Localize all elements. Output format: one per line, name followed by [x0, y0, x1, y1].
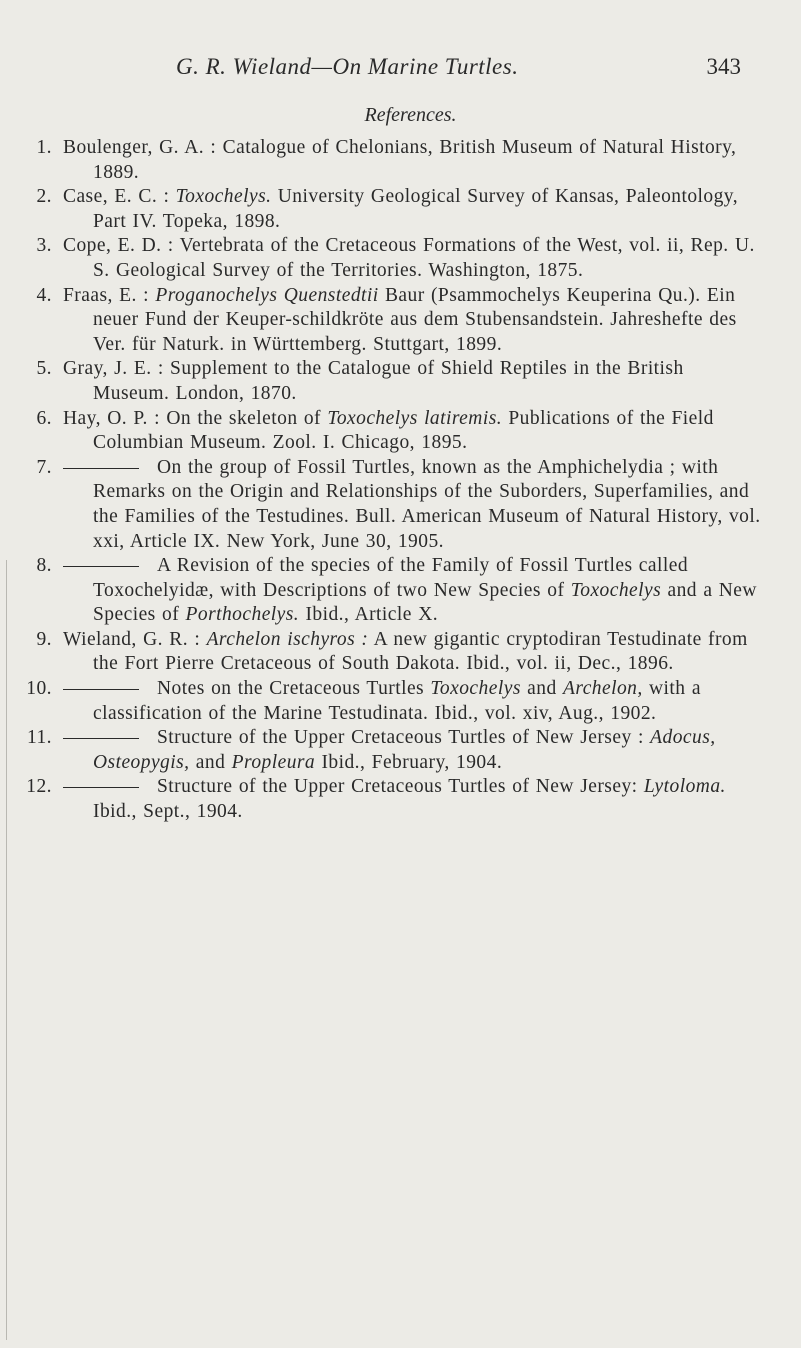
reference-text: Baur (Psammochelys Keuperina Qu.). Ein neuer Fund der Keuper-schildkröte aus dem Stubensandstein. Jahreshefte des Ver. für Naturk. in Württemberg. Stuttgart, 1899. — [93, 284, 737, 355]
reference-italic-text: Porthochelys. — [185, 604, 300, 626]
reference-text: Ibid., February, 1904. — [315, 751, 503, 773]
page-number: 343 — [706, 54, 741, 79]
reference-text: and — [520, 678, 564, 700]
reference-text: Cope, E. D. : Vertebrata of the Cretaceous Formations of the West, vol. ii, Rep. U. S. Geological Survey of the Territories. Washington, 1875. — [63, 235, 755, 281]
ditto-dash — [63, 468, 139, 469]
reference-text: Structure of the Upper Cretaceous Turtles of New Jersey: — [157, 776, 644, 798]
reference-list — [0, 136, 801, 825]
reference-italic-text: Archelon, — [563, 678, 643, 700]
reference-number: 3. — [36, 235, 52, 257]
reference-text: Fraas, E. : — [63, 284, 156, 306]
reference-item — [0, 407, 801, 456]
reference-italic-text: Toxochelys — [570, 579, 662, 601]
reference-text: University Geological Survey of Kansas, Paleontology, Part IV. Topeka, 1898. — [93, 186, 739, 232]
reference-item — [0, 677, 801, 726]
reference-text: Wieland, G. R. : — [63, 628, 207, 650]
reference-item — [0, 456, 801, 554]
reference-item — [0, 775, 801, 824]
reference-italic-text: Toxochelys latiremis. — [327, 407, 503, 429]
section-title: References. — [364, 104, 457, 126]
reference-item — [0, 554, 801, 628]
reference-text: Hay, O. P. : On the skeleton of — [63, 407, 328, 429]
reference-number: 9. — [36, 628, 52, 650]
running-head-title: G. R. Wieland—On Marine Turtles. — [176, 54, 519, 79]
reference-number: 11. — [26, 727, 52, 749]
reference-item — [0, 726, 801, 775]
reference-item — [0, 185, 801, 234]
reference-text: and — [189, 751, 232, 773]
reference-text: On the group of Fossil Turtles, known as the Amphichelydia ; with Remarks on the Origin and Relationships of the Suborders, Superfamilies, and the Families of the Testudines. Bull. American Museum of Natural History, vol. xxi, Article IX. New York, June 30, 1905. — [93, 456, 761, 552]
reference-italic-text: Proganochelys Quenstedtii — [155, 284, 379, 306]
reference-number: 12. — [26, 776, 52, 798]
reference-number: 6. — [36, 407, 52, 429]
reference-text: with a classification of the Marine Testudinata. Ibid., vol. xiv, Aug., 1902. — [93, 678, 701, 724]
reference-text: A new gigantic cryptodiran Testudinate from the Fort Pierre Cretaceous of South Dakota. Ibid., vol. ii, Dec., 1896. — [93, 628, 748, 675]
reference-text: Case, E. C. : — [63, 186, 176, 208]
reference-text: A Revision of the species of the Family of Fossil Turtles called Toxochelyidæ, with Descriptions of two New Species of — [93, 555, 689, 601]
reference-text: Ibid., Sept., 1904. — [93, 801, 243, 823]
reference-italic-text: Toxochelys — [430, 678, 521, 700]
running-head — [0, 54, 801, 84]
reference-number: 8. — [36, 555, 52, 577]
reference-number: 4. — [36, 284, 52, 306]
reference-italic-text: Propleura — [231, 751, 316, 773]
reference-item — [0, 136, 801, 185]
reference-text: Gray, J. E. : Supplement to the Catalogue of Shield Reptiles in the British Museum. London, 1870. — [63, 358, 684, 404]
reference-text: Publications of the Field Columbian Museum. Zool. I. Chicago, 1895. — [93, 407, 714, 454]
ditto-dash — [63, 787, 139, 788]
ditto-dash — [63, 566, 139, 567]
ditto-dash — [63, 689, 139, 690]
reference-text: Boulenger, G. A. : Catalogue of Chelonians, British Museum of Natural History, 1889. — [63, 137, 737, 183]
reference-italic-text: Lytoloma. — [643, 776, 726, 798]
reference-item — [0, 234, 801, 283]
reference-number: 2. — [36, 186, 52, 208]
reference-item — [0, 357, 801, 406]
reference-number: 1. — [36, 137, 52, 158]
ditto-dash — [63, 738, 139, 739]
reference-text: Notes on the Cretaceous Turtles — [157, 678, 431, 700]
reference-number: 5. — [36, 358, 52, 380]
reference-italic-text: Archelon ischyros : — [206, 628, 369, 650]
reference-text: Ibid., Article X. — [299, 604, 439, 626]
reference-number: 10. — [26, 678, 52, 700]
reference-italic-text: Toxochelys. — [175, 186, 272, 208]
reference-text: and a New Species of — [93, 579, 757, 626]
reference-item — [0, 284, 801, 358]
reference-number: 7. — [36, 456, 52, 478]
reference-italic-text: Adocus, Osteopygis, — [93, 727, 716, 773]
reference-item — [0, 628, 801, 677]
reference-text: Structure of the Upper Cretaceous Turtles of New Jersey : — [157, 727, 651, 749]
